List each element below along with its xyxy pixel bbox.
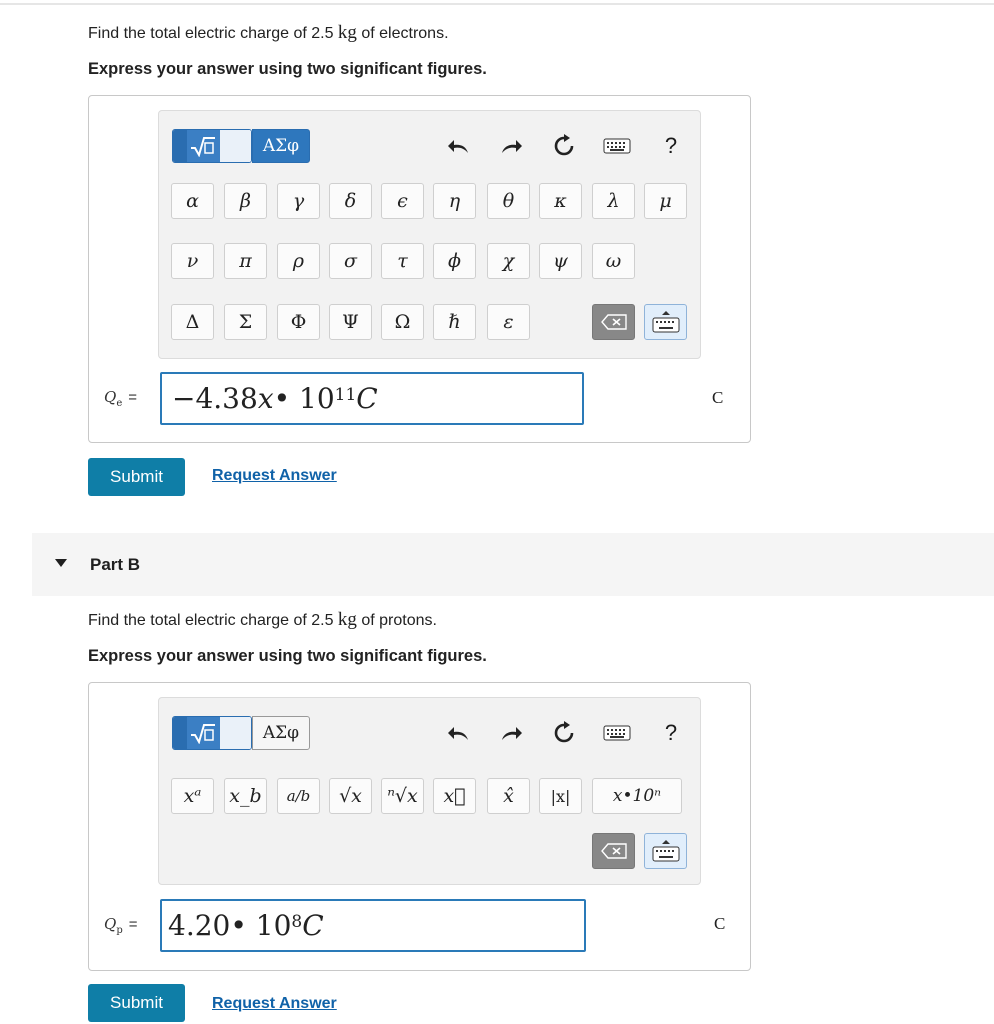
unit-label-b: C	[714, 914, 726, 933]
template-key-unit-vector[interactable]: x̂	[487, 778, 530, 814]
greek-key-psi[interactable]: ψ	[539, 243, 582, 279]
greek-key-epsilon[interactable]: ϵ	[381, 183, 424, 219]
unit-label-a: C	[712, 388, 724, 407]
submit-button-b[interactable]: Submit	[88, 984, 185, 1022]
backspace-icon	[601, 314, 627, 330]
greek-key-sigma[interactable]: σ	[329, 243, 372, 279]
math-toolbar-a	[158, 110, 701, 359]
request-answer-link-b[interactable]: Request Answer	[212, 995, 337, 1012]
math-toolbar-b	[158, 697, 701, 885]
greek-key-theta[interactable]: θ	[487, 183, 530, 219]
undo-icon[interactable]	[444, 718, 474, 748]
keyboard-up-icon	[652, 310, 680, 334]
greek-key-capital-omega[interactable]: Ω	[381, 304, 424, 340]
instruction-text-b: Express your answer using two significant figures.	[88, 647, 487, 665]
backspace-icon	[601, 843, 627, 859]
variable-label-qe: $Q_e$ =	[104, 388, 137, 409]
template-icon	[189, 722, 217, 744]
greek-key-lambda[interactable]: λ	[592, 183, 635, 219]
top-divider	[0, 3, 994, 5]
templates-button-b[interactable]	[172, 716, 252, 750]
template-key-sqrt[interactable]: √x	[329, 778, 372, 814]
part-b-title: Part B	[90, 555, 141, 574]
templates-button[interactable]	[172, 129, 252, 163]
greek-key-nu[interactable]: ν	[171, 243, 214, 279]
collapse-arrow-icon[interactable]	[55, 559, 67, 567]
question-text-b: Find the total electric charge of 2.5 kg of protons.	[88, 609, 437, 630]
greek-key-capital-sigma[interactable]: Σ	[224, 304, 267, 340]
greek-key-beta[interactable]: β	[224, 183, 267, 219]
greek-toggle-button-b[interactable]: ΑΣφ	[252, 716, 310, 750]
greek-key-omega[interactable]: ω	[592, 243, 635, 279]
answer-input-a[interactable]: − 4.38 x • 10 $^{11}$ C	[160, 372, 584, 425]
greek-key-varepsilon[interactable]: ε	[487, 304, 530, 340]
keyboard-up-icon	[652, 839, 680, 863]
greek-key-phi[interactable]: ϕ	[433, 243, 476, 279]
reset-icon[interactable]	[549, 131, 579, 161]
backspace-key-b[interactable]	[592, 833, 635, 869]
greek-key-alpha[interactable]: α	[171, 183, 214, 219]
keyboard-toggle-key-b[interactable]	[644, 833, 687, 869]
greek-key-eta[interactable]: η	[433, 183, 476, 219]
greek-key-pi[interactable]: π	[224, 243, 267, 279]
template-key-fraction[interactable]: a/b	[277, 778, 320, 814]
reset-icon[interactable]	[549, 718, 579, 748]
greek-key-mu[interactable]: μ	[644, 183, 687, 219]
template-key-superscript[interactable]: xᵃ	[171, 778, 214, 814]
greek-key-rho[interactable]: ρ	[277, 243, 320, 279]
variable-label-qp: $Q_p$ =	[104, 915, 138, 936]
greek-key-chi[interactable]: χ	[487, 243, 530, 279]
greek-key-tau[interactable]: τ	[381, 243, 424, 279]
greek-toggle-button[interactable]: ΑΣφ	[252, 129, 310, 163]
submit-button-a[interactable]: Submit	[88, 458, 185, 496]
greek-key-delta[interactable]: δ	[329, 183, 372, 219]
greek-key-capital-delta[interactable]: Δ	[171, 304, 214, 340]
greek-key-hbar[interactable]: ℏ	[433, 304, 476, 340]
keyboard-icon[interactable]	[602, 131, 632, 161]
part-b-header[interactable]	[32, 533, 994, 596]
question-text-a: Find the total electric charge of 2.5 kg of electrons.	[88, 22, 449, 43]
template-icon	[189, 135, 217, 157]
help-button[interactable]: ?	[664, 720, 678, 745]
template-key-sci-notation[interactable]: x•10ⁿ	[592, 778, 682, 814]
greek-key-kappa[interactable]: κ	[539, 183, 582, 219]
greek-key-capital-psi[interactable]: Ψ	[329, 304, 372, 340]
keyboard-icon[interactable]	[602, 718, 632, 748]
greek-key-gamma[interactable]: γ	[277, 183, 320, 219]
template-key-nth-root[interactable]: ⁿ√x	[381, 778, 424, 814]
keyboard-toggle-key[interactable]	[644, 304, 687, 340]
help-button[interactable]: ?	[664, 133, 678, 158]
template-key-vector[interactable]: x⃗	[433, 778, 476, 814]
backspace-key[interactable]	[592, 304, 635, 340]
instruction-text-a: Express your answer using two significant figures.	[88, 60, 487, 78]
greek-key-capital-phi[interactable]: Φ	[277, 304, 320, 340]
request-answer-link-a[interactable]: Request Answer	[212, 467, 337, 484]
redo-icon[interactable]	[496, 131, 526, 161]
undo-icon[interactable]	[444, 131, 474, 161]
template-key-abs[interactable]: |x|	[539, 778, 582, 814]
template-key-subscript[interactable]: x_b	[224, 778, 267, 814]
redo-icon[interactable]	[496, 718, 526, 748]
answer-input-b[interactable]: 4.20 • 10 $^8$ C	[160, 899, 586, 952]
